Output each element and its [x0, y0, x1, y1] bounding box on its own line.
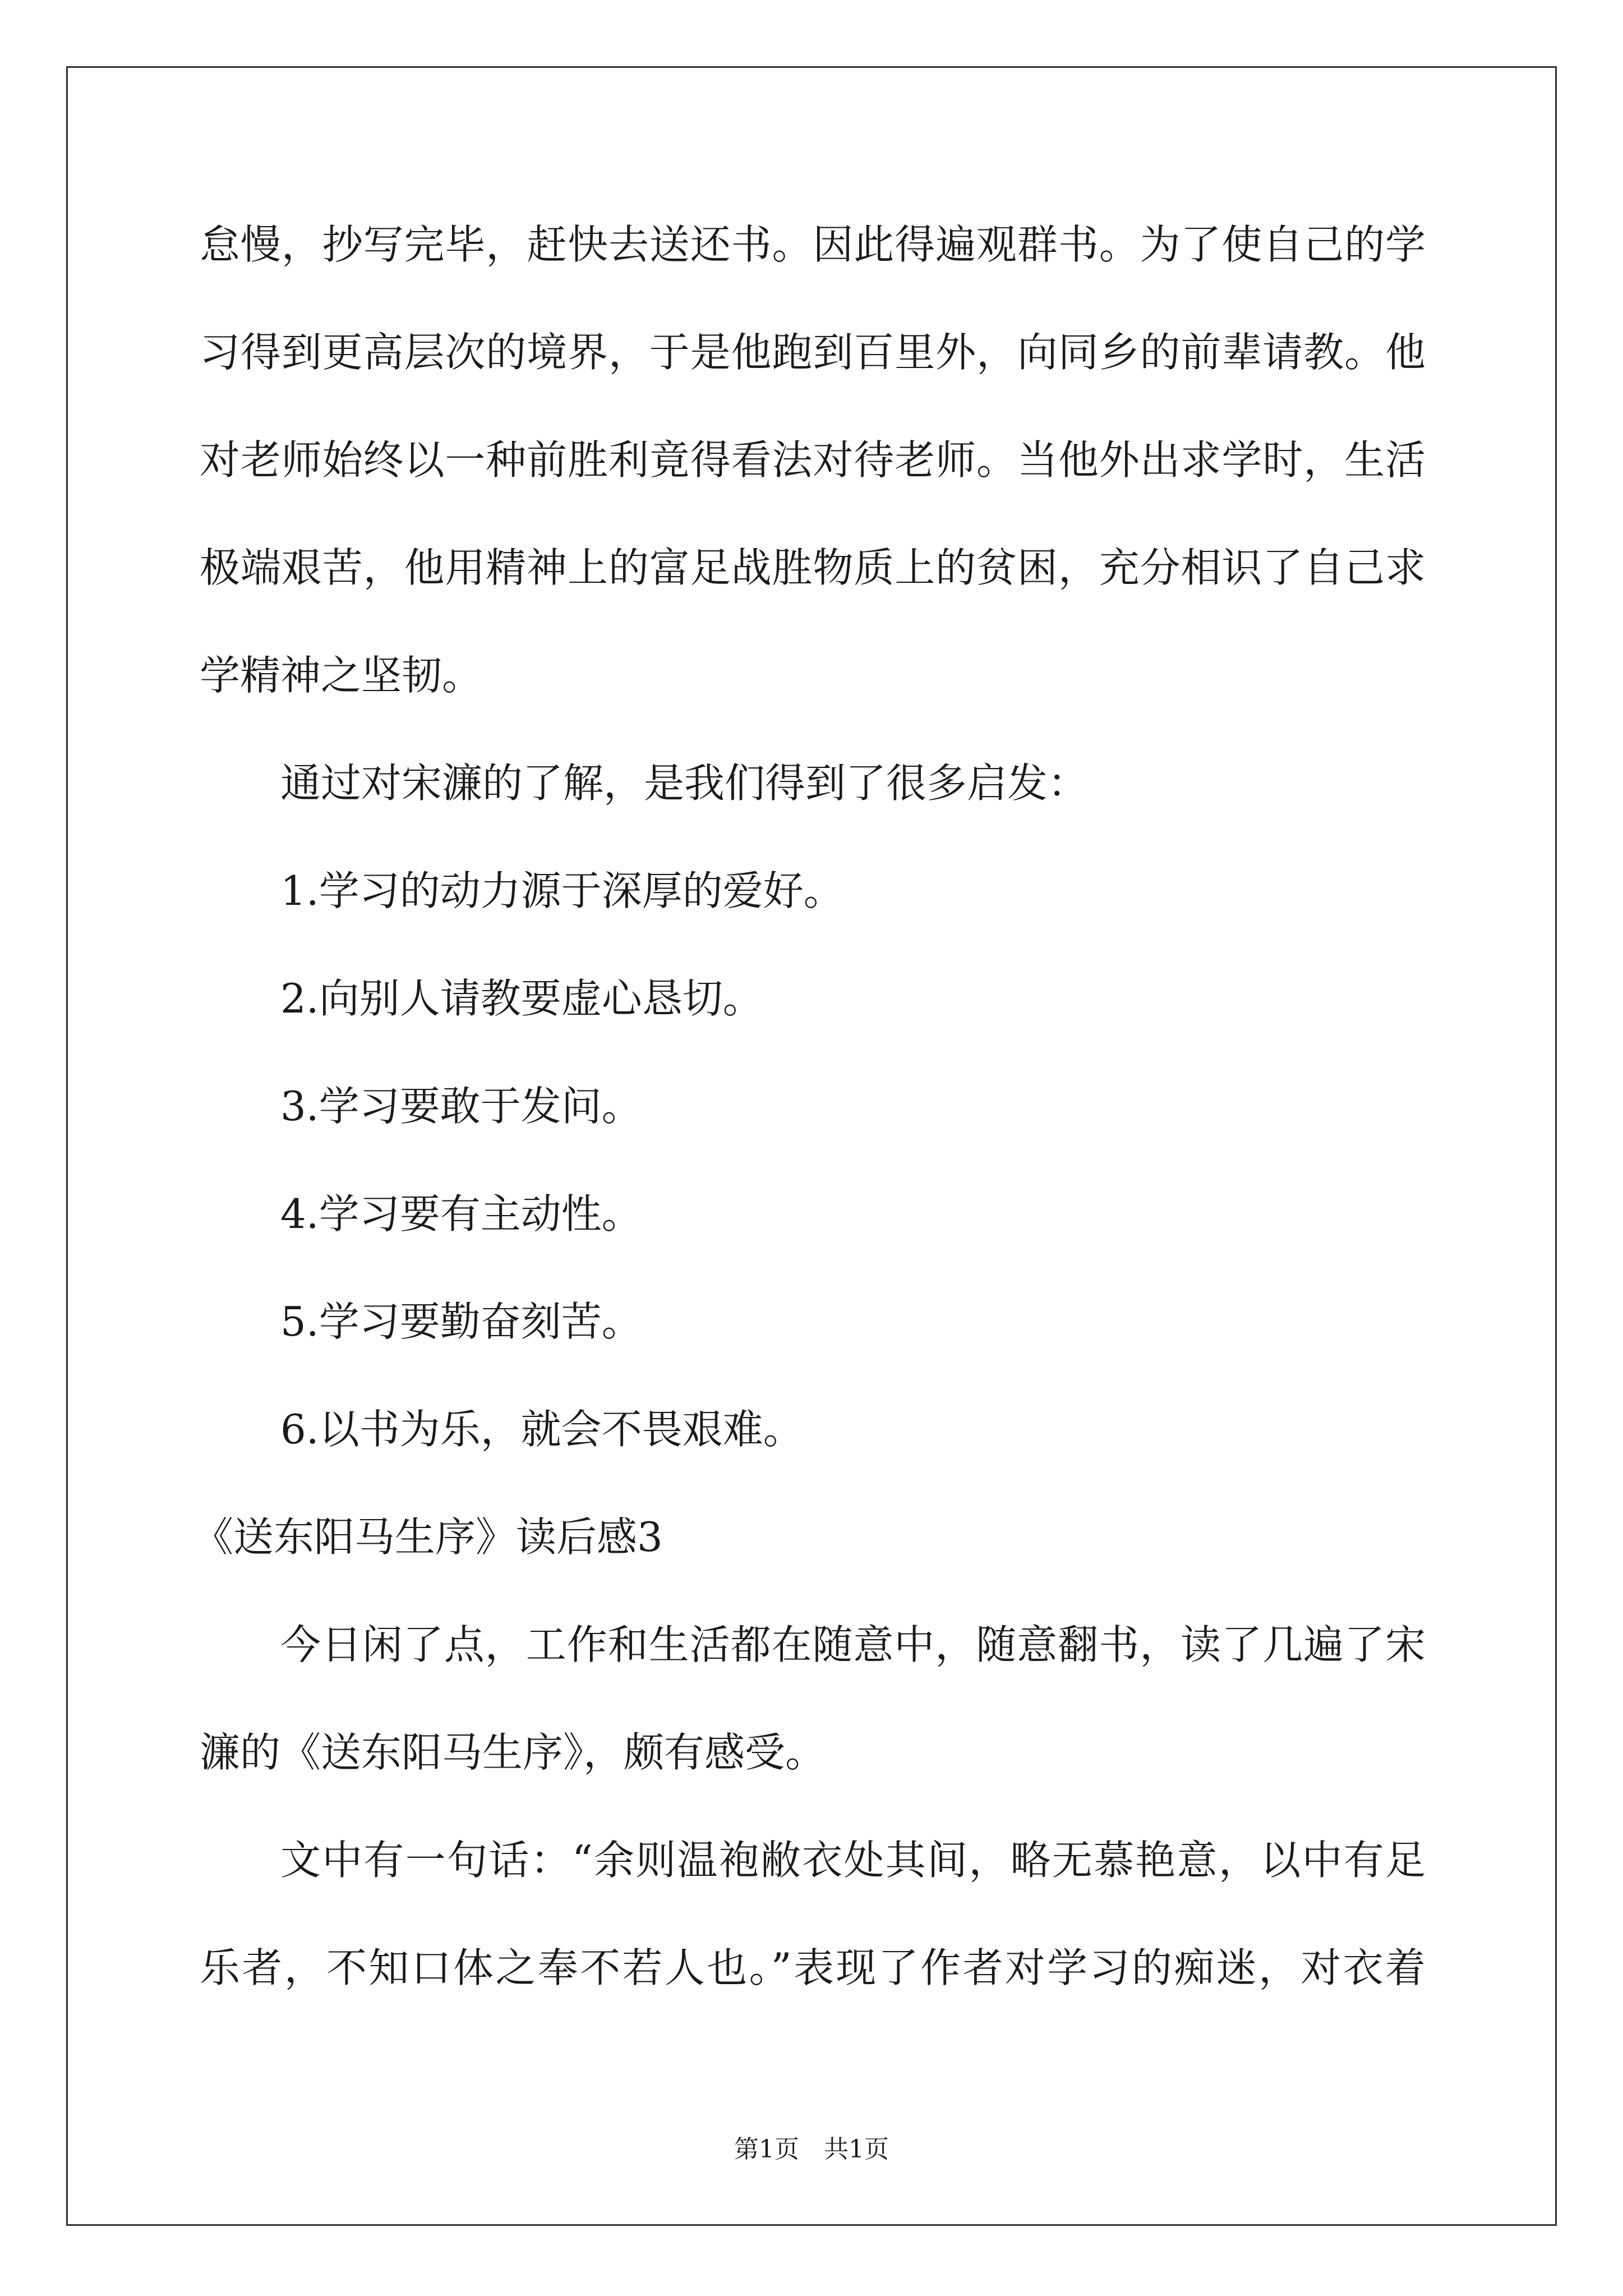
paragraph-3-line-2: 乐者，不知口体之奉不若人也。”表现了作者对学习的痴迷，对衣着: [200, 1944, 1426, 1991]
paragraph-3-line-1: 文中有一句话：“余则温袍敝衣处其间，略无慕艳意，以中有足: [280, 1837, 1426, 1884]
paragraph-2-line-2: 濂的《送东阳马生序》，颇有感受。: [200, 1729, 826, 1776]
list-item: 5.学习要勤奋刻苦。: [280, 1298, 642, 1345]
list-item: 1.学习的动力源于深厚的爱好。: [280, 867, 844, 914]
paragraph-1-line-1: 怠慢，抄写完毕，赶快去送还书。因此得遍观群书。为了使自己的学: [200, 221, 1426, 268]
document-body: [193, 191, 1426, 2022]
paragraph-1: [200, 191, 1426, 729]
section-heading: 《送东阳马生序》读后感3: [193, 1513, 663, 1561]
list-item: 3.学习要敢于发问。: [280, 1083, 642, 1130]
intro-sentence: 通过对宋濂的了解，是我们得到了很多启发：: [280, 760, 1089, 807]
list-item: 6.以书为乐，就会不畏艰难。: [280, 1406, 804, 1453]
insight-list: [200, 837, 1426, 1483]
paragraph-1-line-2: 习得到更高层次的境界，于是他跑到百里外，向同乡的前辈请教。他: [200, 329, 1426, 376]
paragraph-1-line-4: 极端艰苦，他用精神上的富足战胜物质上的贫困，充分相识了自己求: [200, 544, 1426, 591]
paragraph-1-line-3: 对老师始终以一种前胜利竟得看法对待老师。当他外出求学时，生活: [200, 436, 1426, 484]
list-item: 4.学习要有主动性。: [280, 1190, 642, 1237]
paragraph-2: [200, 1591, 1426, 1806]
page-number-footer: 第1页 共1页: [734, 2135, 889, 2164]
list-item: 2.向别人请教要虚心恳切。: [280, 975, 763, 1022]
paragraph-2-line-1: 今日闲了点，工作和生活都在随意中，随意翻书，读了几遍了宋: [280, 1621, 1426, 1668]
paragraph-3: [200, 1806, 1426, 2022]
paragraph-1-line-5: 学精神之坚韧。: [200, 652, 483, 699]
